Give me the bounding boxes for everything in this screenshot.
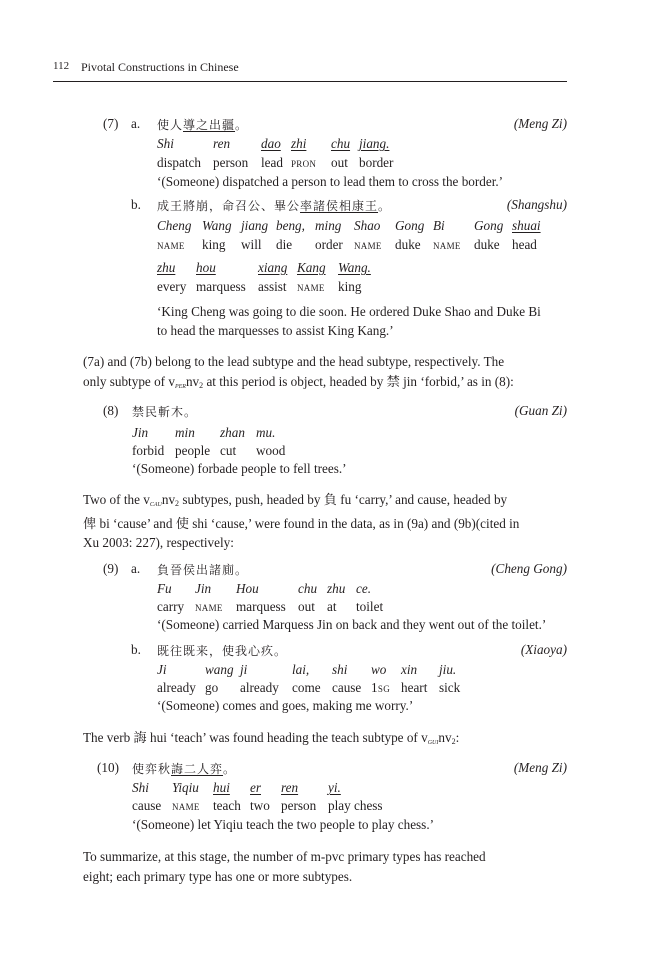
example-letter: a. — [131, 561, 141, 576]
body-paragraph: Two of the $v_{cau}nv_2$ subtypes, push, headed by 負 fu ‘carry,’ and cause, headed by 俾 bi ‘cause’ and 使 shi ‘cause,’ were found in the data, as in (9a) and (9b)(cited in Xu 2003: 227), respectively: — [83, 492, 520, 550]
example-letter: b. — [131, 197, 141, 212]
example-number: (7) — [103, 116, 119, 131]
body-paragraph: The verb 誨 hui ‘teach’ was found heading the teach subtype of $v_{gui}nv_2$: — [83, 730, 460, 746]
body-paragraph: (7a) and (7b) belong to the lead subtype and the head subtype, respectively. The only subtype of $v_{per}nv_2$ at this period is object, headed by 禁 jin ‘forbid,’ as in (8): — [83, 354, 514, 390]
body-paragraph: To summarize, at this stage, the number of m-pvc primary types has reached eight; each primary type has one or more subtypes. — [83, 849, 486, 884]
page-number: 112 — [53, 60, 70, 72]
chinese-line: 成王將崩，命召公、畢公率諸侯相康王。 — [157, 199, 392, 213]
chinese-line: 使人導之出疆。 — [157, 118, 249, 132]
example-letter: a. — [131, 116, 141, 131]
chinese-line: 負晉侯出諸廁。 — [157, 563, 249, 577]
free-translation: to head the marquesses to assist King Kang.’ — [157, 323, 394, 338]
example-number: (9) — [103, 561, 119, 576]
chinese-line: 禁民斬木。 — [132, 405, 198, 419]
example-source: (Xiaoya) — [520, 642, 567, 657]
chinese-line: 使弈秋誨二人弈。 — [132, 762, 237, 776]
example-source: (Shangshu) — [506, 197, 567, 212]
free-translation: ‘(Someone) forbade people to fell trees.’ — [132, 461, 347, 476]
free-translation: ‘(Someone) dispatched a person to lead them to cross the border.’ — [157, 174, 504, 189]
free-translation: ‘(Someone) comes and goes, making me worry.’ — [157, 698, 414, 713]
example-letter: b. — [131, 642, 141, 657]
free-translation: ‘King Cheng was going to die soon. He ordered Duke Shao and Duke Bi — [157, 304, 541, 319]
example-source: (Cheng Gong) — [491, 561, 567, 576]
free-translation: ‘(Someone) let Yiqiu teach the two people to play chess.’ — [132, 817, 435, 832]
example-number: (8) — [103, 403, 119, 418]
example-source: (Meng Zi) — [513, 760, 567, 775]
running-header — [53, 60, 567, 82]
example-source: (Meng Zi) — [513, 116, 567, 131]
free-translation: ‘(Someone) carried Marquess Jin on back and they went out of the toilet.’ — [157, 617, 547, 632]
chinese-line: 既往既来，使我心疚。 — [157, 644, 288, 658]
example-source: (Guan Zi) — [514, 403, 567, 418]
running-title: Pivotal Constructions in Chinese — [81, 60, 239, 74]
example-number: (10) — [97, 760, 119, 775]
